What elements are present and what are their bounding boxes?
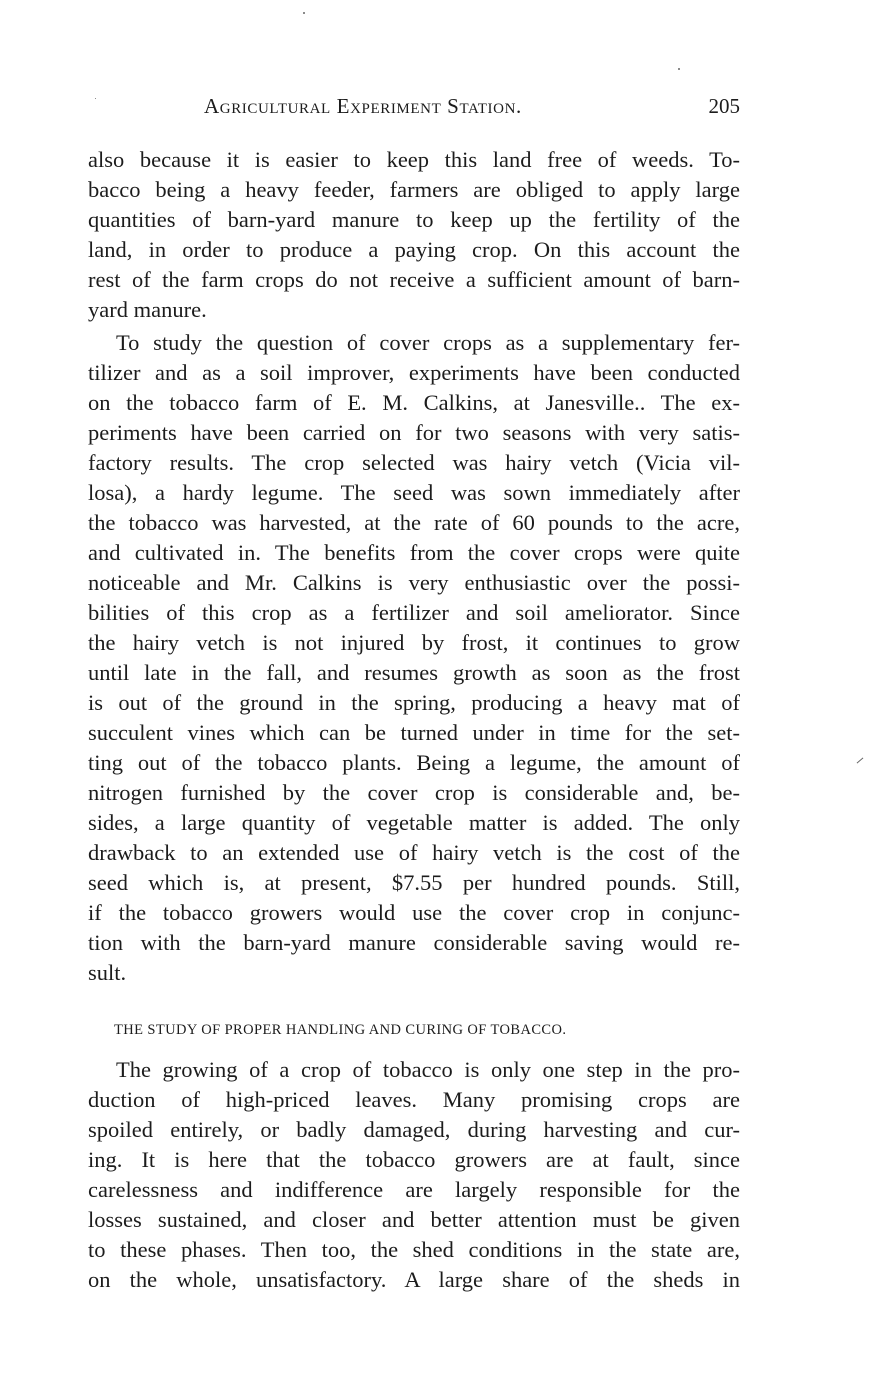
text-line: tion with the barn-yard manure considerable saving would re- (88, 930, 740, 955)
text-line: To study the question of cover crops as a supplementary fer- (116, 330, 740, 355)
text-line: losa), a hardy legume. The seed was sown immediately after (88, 480, 740, 505)
text-line: factory results. The crop selected was hairy vetch (Vicia vil- (88, 450, 740, 475)
text-line: nitrogen furnished by the cover crop is considerable and, be- (88, 780, 740, 805)
text-line: bilities of this crop as a fertilizer and soil ameliorator. Since (88, 600, 740, 625)
scan-speck (678, 68, 680, 70)
text-line: until late in the fall, and resumes growth as soon as the frost (88, 660, 740, 685)
text-line: is out of the ground in the spring, producing a heavy mat of (88, 690, 740, 715)
text-line: to these phases. Then too, the shed conditions in the state are, (88, 1237, 740, 1262)
text-line: periments have been carried on for two seasons with very satis- (88, 420, 740, 445)
text-line: ting out of the tobacco plants. Being a legume, the amount of (88, 750, 740, 775)
text-line: losses sustained, and closer and better attention must be given (88, 1207, 740, 1232)
text-line: land, in order to produce a paying crop. On this account the (88, 237, 740, 262)
text-line: on the whole, unsatisfactory. A large share of the sheds in (88, 1267, 740, 1292)
text-line: the hairy vetch is not injured by frost, it continues to grow (88, 630, 740, 655)
text-line: quantities of barn-yard manure to keep up the fertility of the (88, 207, 740, 232)
scan-speck (95, 98, 96, 99)
text-line: The growing of a crop of tobacco is only one step in the pro- (116, 1057, 740, 1082)
text-line: also because it is easier to keep this land free of weeds. To- (88, 147, 740, 172)
text-line: rest of the farm crops do not receive a sufficient amount of barn- (88, 267, 740, 292)
scan-mark (857, 758, 864, 764)
text-line: if the tobacco growers would use the cover crop in conjunc- (88, 900, 740, 925)
text-line: sult. (88, 960, 127, 985)
text-line: spoiled entirely, or badly damaged, during harvesting and cur- (88, 1117, 740, 1142)
text-line: succulent vines which can be turned under in time for the set- (88, 720, 740, 745)
text-line: seed which is, at present, $7.55 per hundred pounds. Still, (88, 870, 740, 895)
text-line: bacco being a heavy feeder, farmers are obliged to apply large (88, 177, 740, 202)
running-header (88, 94, 740, 124)
text-line: drawback to an extended use of hairy vetch is the cost of the (88, 840, 740, 865)
scan-speck (303, 12, 305, 14)
page-number: 205 (708, 94, 740, 118)
section-heading: THE STUDY OF PROPER HANDLING AND CURING OF TOBACCO. (114, 1022, 567, 1038)
text-line: duction of high-priced leaves. Many promising crops are (88, 1087, 740, 1112)
text-line: noticeable and Mr. Calkins is very enthusiastic over the possi- (88, 570, 740, 595)
text-line: yard manure. (88, 297, 207, 322)
running-header-title: Agricultural Experiment Station. (204, 94, 522, 118)
text-line: sides, a large quantity of vegetable matter is added. The only (88, 810, 740, 835)
text-line: tilizer and as a soil improver, experiments have been conducted (88, 360, 740, 385)
text-line: carelessness and indifference are largely responsible for the (88, 1177, 740, 1202)
text-line: and cultivated in. The benefits from the cover crops were quite (88, 540, 740, 565)
text-line: on the tobacco farm of E. M. Calkins, at Janesville.. The ex- (88, 390, 740, 415)
text-line: ing. It is here that the tobacco growers are at fault, since (88, 1147, 740, 1172)
text-line: the tobacco was harvested, at the rate of 60 pounds to the acre, (88, 510, 740, 535)
